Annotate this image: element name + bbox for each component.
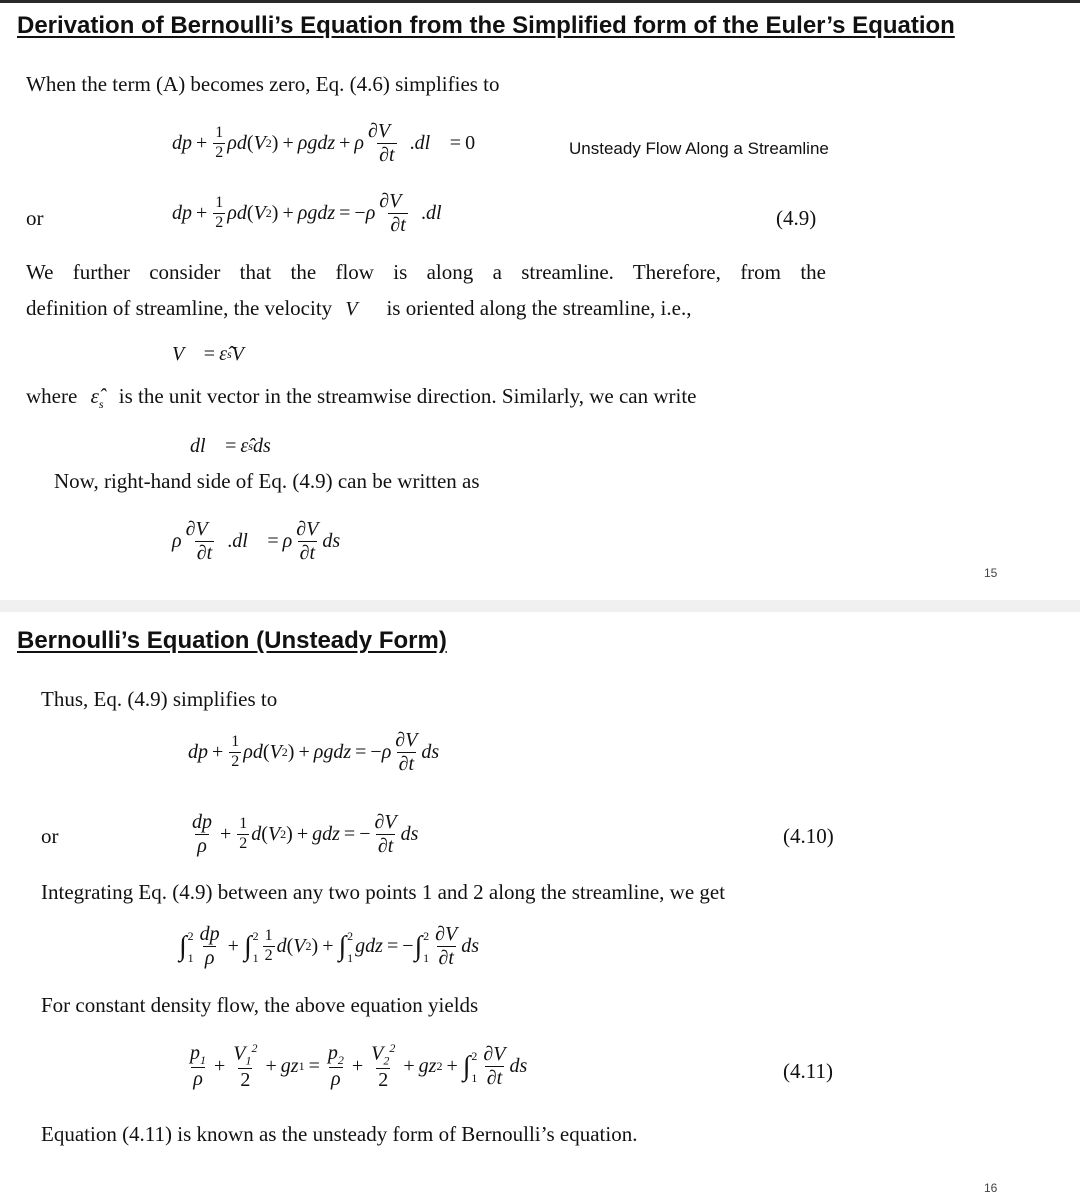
side-annotation: Unsteady Flow Along a Streamline bbox=[569, 139, 829, 158]
paragraph-line-2 bbox=[26, 296, 691, 321]
equation-number-4-10: (4.10) bbox=[783, 824, 834, 848]
page-15 bbox=[0, 3, 1080, 600]
where-text-end: is the unit vector in the streamwise direction. Similarly, we can write bbox=[118, 384, 697, 408]
equation-4-9: dp + $\frac{1}{2}$ ρd ( V 2 ) + ρgdz = − ρ $\frac{\partial V⃗}{\partial t}$ . dl⃗ bbox=[172, 190, 458, 236]
rhs-text: Now, right-hand side of Eq. (4.9) can be written as bbox=[54, 469, 480, 493]
page-16 bbox=[0, 612, 1080, 1194]
integrating-text: Integrating Eq. (4.9) between any two points 1 and 2 along the streamline, we get bbox=[41, 880, 726, 904]
final-text: Equation (4.11) is known as the unsteady form of Bernoulli’s equation. bbox=[41, 1122, 638, 1146]
unit-vector-symbol: $\varepsilon̂_s$ bbox=[90, 384, 104, 412]
intro-text: When the term (A) becomes zero, Eq. (4.6) simplifies to bbox=[26, 72, 500, 96]
section-heading: Bernoulli’s Equation (Unsteady Form) bbox=[17, 627, 447, 654]
page-heading: Derivation of Bernoulli’s Equation from the Simplified form of the Euler’s Equation bbox=[17, 12, 955, 39]
equation-simplified: dp + $\frac{1}{2}$ ρd ( V 2 ) + ρgdz = − ρ $\frac{\partial V}{\partial t}$ ds bbox=[188, 729, 440, 775]
equation-4-10: $\frac{dp}{\rho}$ + $\frac{1}{2}$ d ( V 2 ) + gdz = − $\frac{\partial V}{\partial t}$ ds bbox=[192, 811, 419, 857]
or-label: or bbox=[26, 206, 44, 230]
equation-4-11: $\frac{p_1}{\rho}$ + $\frac{V_1^2}{2}$ + gz 1 = $\frac{p_2}{\rho}$ + $\frac{V_2^2}{2}$ + gz 2 + ∫ 2 1 $\frac{\partial V}{\partial t}$ ds bbox=[190, 1041, 528, 1092]
page-number-2: 16 bbox=[984, 1181, 998, 1195]
constant-density-text: For constant density flow, the above equation yields bbox=[41, 993, 479, 1017]
equation-rhs-expansion: ρ $\frac{\partial V⃗}{\partial t}$ . dl⃗ = ρ $\frac{\partial V}{\partial t}$ ds bbox=[172, 518, 341, 564]
paragraph-line-2-start: definition of streamline, the velocity bbox=[26, 296, 333, 320]
or-label-2: or bbox=[41, 824, 59, 848]
equation-number-4-9: (4.9) bbox=[776, 206, 817, 230]
equation-unsteady-streamline: dp + $\frac{1}{2}$ ρd ( V 2 ) + ρgdz + ρ $\frac{\partial V⃗}{\partial t}$ . dl⃗ = 0 bbox=[172, 120, 476, 166]
velocity-vector-symbol: V⃗ bbox=[345, 298, 374, 320]
equation-velocity-unit-vector: V⃗ = ε̂ s V bbox=[172, 343, 244, 365]
page-number: 15 bbox=[984, 566, 998, 580]
thus-text: Thus, Eq. (4.9) simplifies to bbox=[41, 687, 278, 711]
page-separator bbox=[0, 600, 1080, 612]
where-line bbox=[26, 384, 697, 412]
equation-integral: ∫ 2 1 $\frac{dp}{\rho}$ + ∫ 2 1 $\frac{1}{2}$ d ( V 2 ) + ∫ 2 1 gdz = − ∫ 2 1 $\frac{\partial V}{\partial t}$ ds bbox=[179, 923, 480, 969]
equation-dl: dl⃗ = ε̂ s ds bbox=[190, 435, 271, 457]
paragraph-line-2-end: is oriented along the streamline, i.e., bbox=[386, 296, 692, 320]
where-text: where bbox=[26, 384, 78, 408]
equation-number-4-11: (4.11) bbox=[783, 1059, 833, 1083]
paragraph-line-1: We further consider that the flow is along a streamline. Therefore, from the bbox=[26, 260, 826, 284]
